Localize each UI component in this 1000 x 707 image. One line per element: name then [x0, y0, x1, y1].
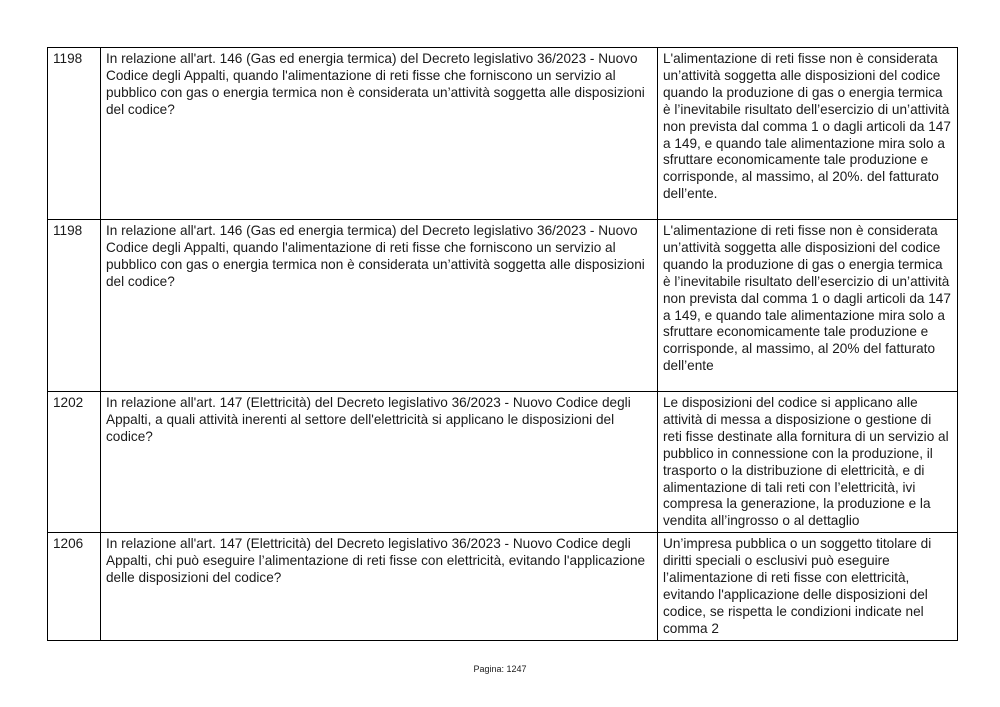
answer-cell: Le disposizioni del codice si applicano alle attività di messa a disposizione o gestione di reti fisse destinate alla fornitura di un servizio al pubblico in connessione con la produzione, il trasporto o la distribuzione di elettricità, e di alimentazione di tali reti con l’elettricità, ivi compresa la generazione, la produzione e la vendita all’ingrosso o al dettaglio — [658, 392, 958, 533]
table-row — [48, 220, 958, 392]
question-id-cell: 1206 — [48, 533, 101, 640]
table-row — [48, 392, 958, 533]
question-cell: In relazione all'art. 146 (Gas ed energia termica) del Decreto legislativo 36/2023 - Nuovo Codice degli Appalti, quando l'alimentazione di reti fisse che forniscono un servizio al pubblico con gas o energia termica non è considerata un’attività soggetta alle disposizioni del codice? — [101, 220, 658, 392]
question-cell: In relazione all'art. 147 (Elettricità) del Decreto legislativo 36/2023 - Nuovo Codice degli Appalti, a quali attività inerenti al settore dell'elettricità si applicano le disposizioni del codice? — [101, 392, 658, 533]
qa-table — [47, 47, 958, 641]
question-id-cell: 1202 — [48, 392, 101, 533]
question-id-cell: 1198 — [48, 220, 101, 392]
question-id-cell: 1198 — [48, 48, 101, 220]
question-cell: In relazione all'art. 146 (Gas ed energia termica) del Decreto legislativo 36/2023 - Nuovo Codice degli Appalti, quando l'alimentazione di reti fisse che forniscono un servizio al pubblico con gas o energia termica non è considerata un’attività soggetta alle disposizioni del codice? — [101, 48, 658, 220]
answer-cell: Un’impresa pubblica o un soggetto titolare di diritti speciali o esclusivi può eseguire l’alimentazione di reti fisse con elettricità, evitando l'applicazione delle disposizioni del codice, se rispetta le condizioni indicate nel comma 2 — [658, 533, 958, 640]
page-number: Pagina: 1247 — [473, 664, 527, 674]
table-row — [48, 533, 958, 640]
table-row — [48, 48, 958, 220]
answer-cell: L'alimentazione di reti fisse non è considerata un’attività soggetta alle disposizioni del codice quando la produzione di gas o energia termica è l’inevitabile risultato dell’esercizio di un’attività non prevista dal comma 1 o dagli articoli da 147 a 149, e quando tale alimentazione mira solo a sfruttare economicamente tale produzione e corrisponde, al massimo, al 20% del fatturato dell’ente — [658, 220, 958, 392]
question-cell: In relazione all'art. 147 (Elettricità) del Decreto legislativo 36/2023 - Nuovo Codice degli Appalti, chi può eseguire l’alimentazione di reti fisse con elettricità, evitando l'applicazione delle disposizioni del codice? — [101, 533, 658, 640]
answer-cell: L'alimentazione di reti fisse non è considerata un’attività soggetta alle disposizioni del codice quando la produzione di gas o energia termica è l’inevitabile risultato dell’esercizio di un’attività non prevista dal comma 1 o dagli articoli da 147 a 149, e quando tale alimentazione mira solo a sfruttare economicamente tale produzione e corrisponde, al massimo, al 20%. del fatturato dell’ente. — [658, 48, 958, 220]
